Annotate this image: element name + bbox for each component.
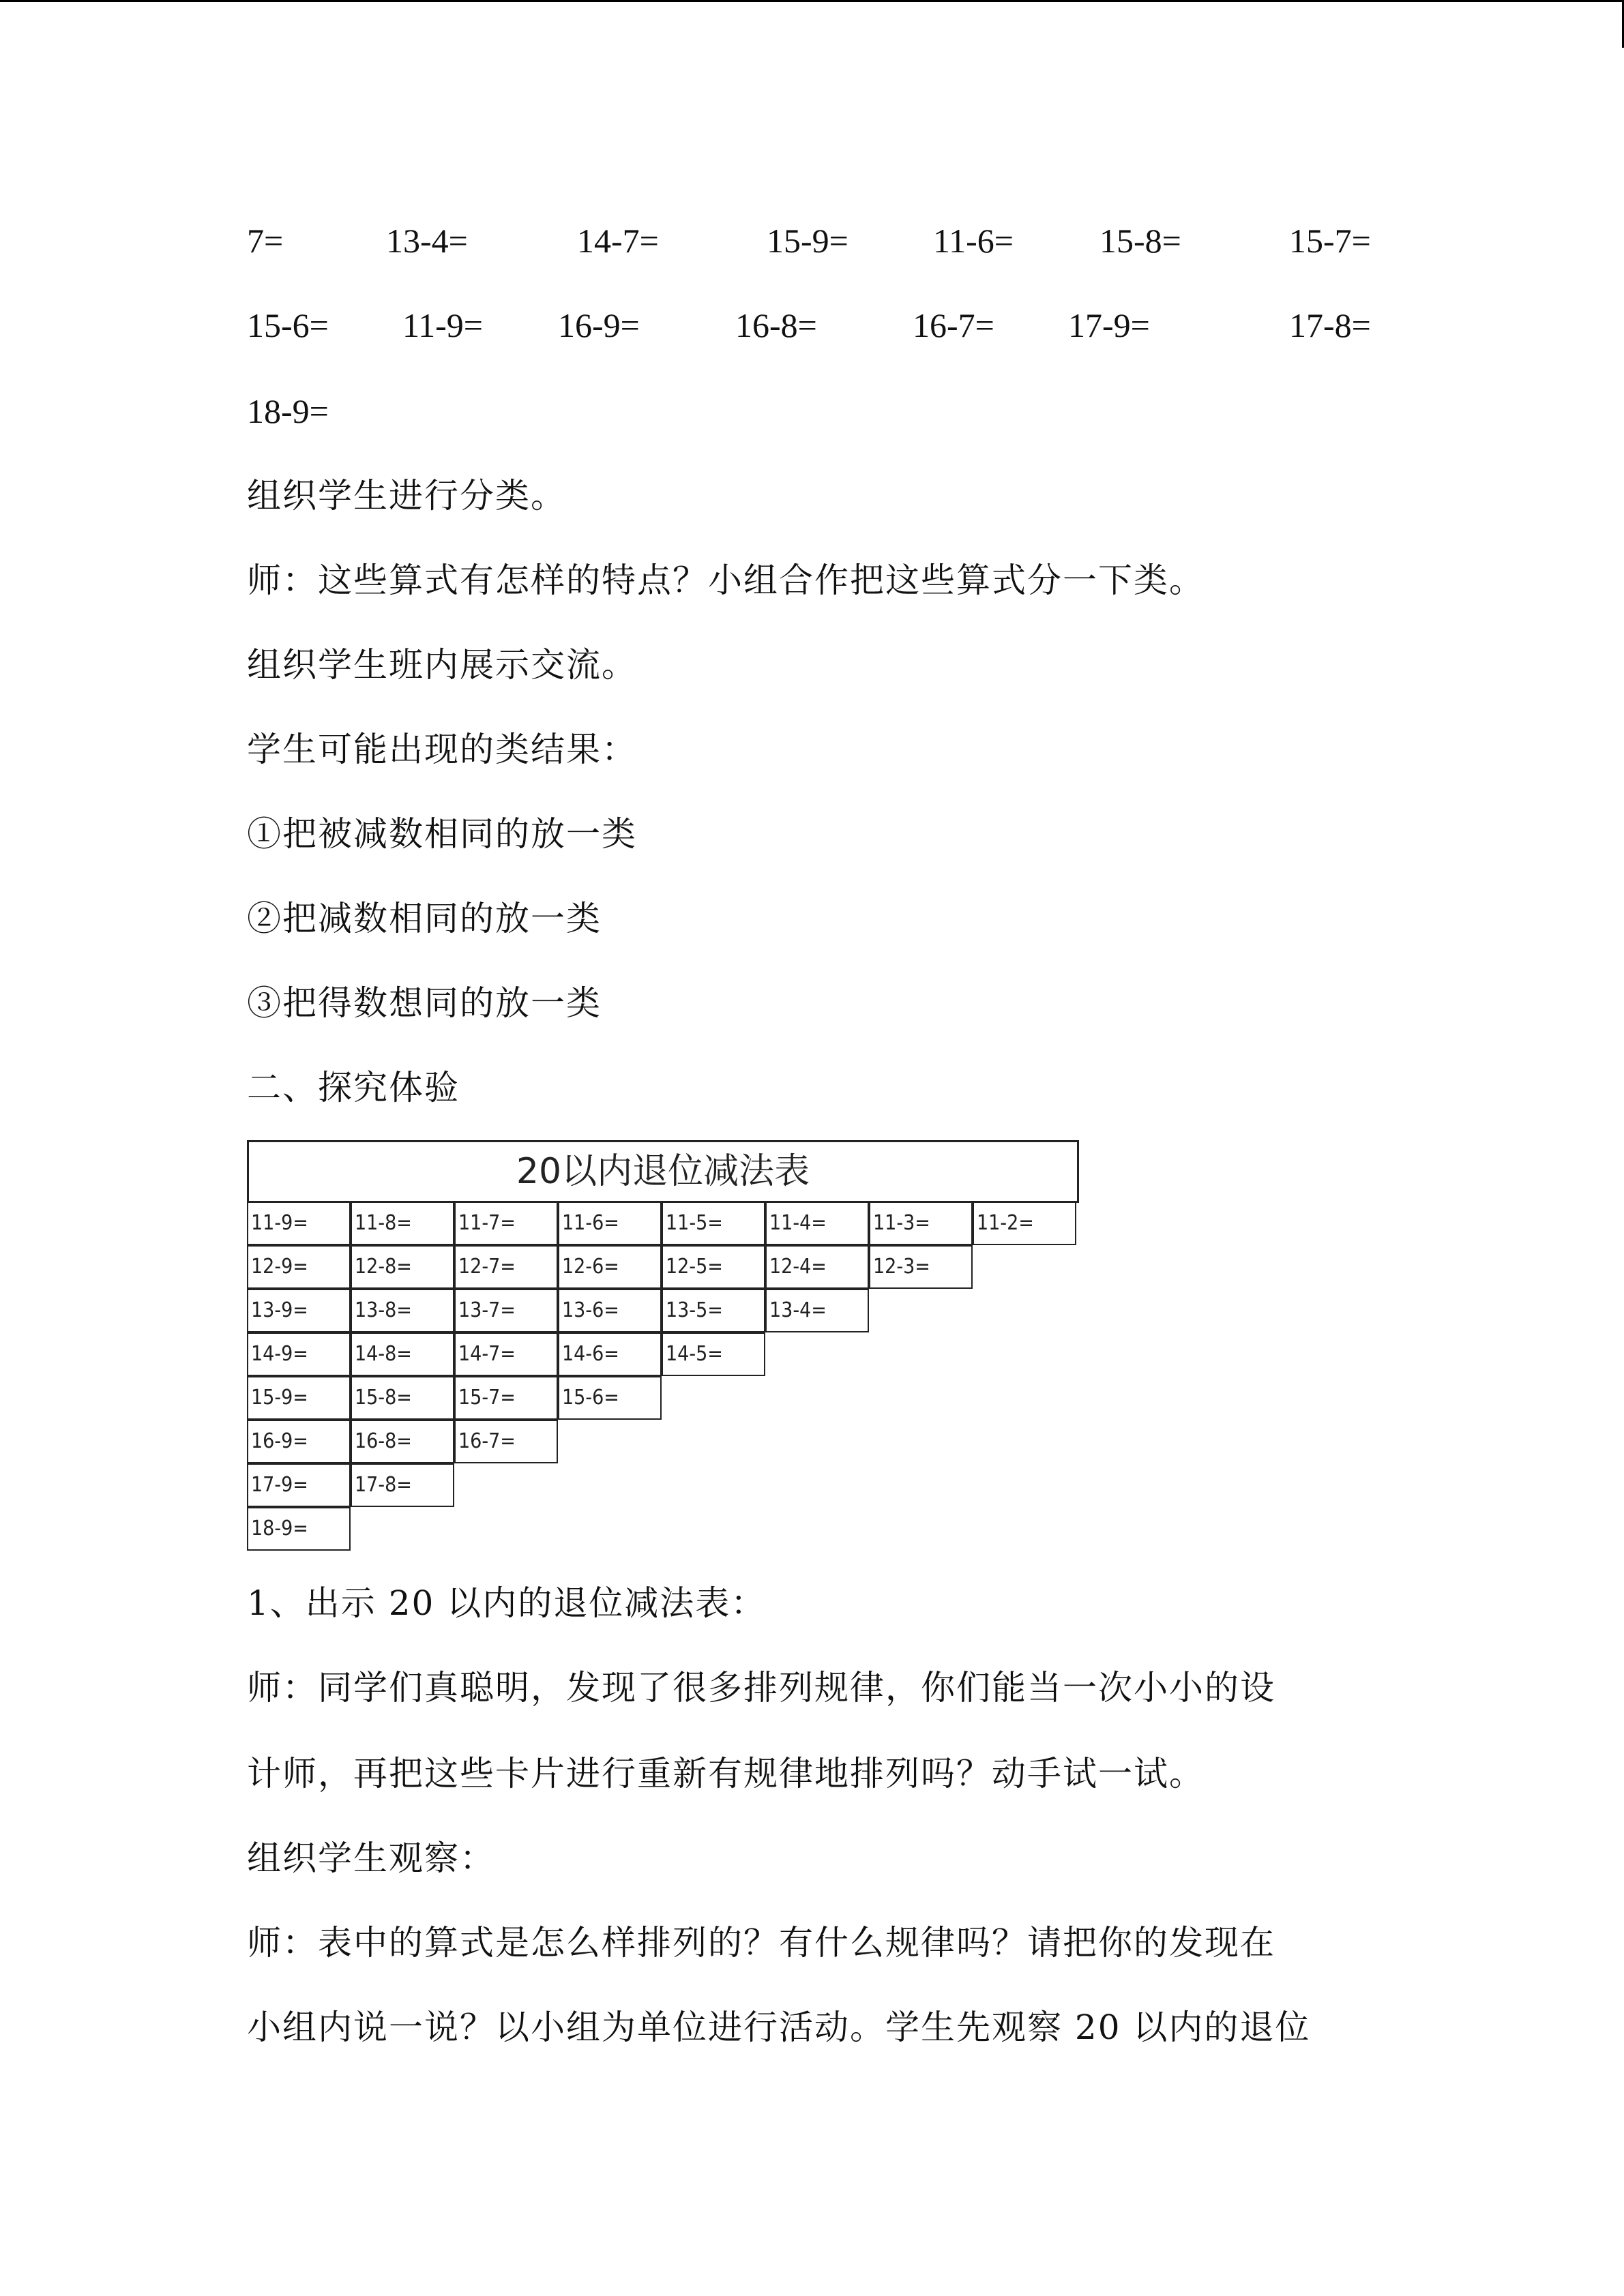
equation: 16-7= <box>913 306 994 344</box>
table-cell: 11-5= <box>662 1202 765 1245</box>
paragraph: 学生可能出现的类结果： <box>247 730 637 769</box>
table-cell: 12-6= <box>558 1245 662 1289</box>
equation: 11-9= <box>402 306 483 344</box>
table-cell: 13-5= <box>662 1289 765 1332</box>
table-cell: 16-9= <box>247 1420 351 1463</box>
list-item: ③把得数想同的放一类 <box>247 983 602 1023</box>
table-cell: 11-7= <box>454 1202 558 1245</box>
equation: 11-6= <box>933 222 1014 260</box>
equation: 15-6= <box>247 306 329 344</box>
list-item: ②把减数相同的放一类 <box>247 899 602 938</box>
equation: 17-9= <box>1068 306 1150 344</box>
table-cell: 13-7= <box>454 1289 558 1332</box>
table-cell: 12-9= <box>247 1245 351 1289</box>
paragraph: 师：这些算式有怎样的特点？小组合作把这些算式分一下类。 <box>247 561 1205 600</box>
table-cell: 11-8= <box>351 1202 454 1245</box>
equation-row-3 <box>0 387 1624 435</box>
equation-row-2 <box>0 301 1624 349</box>
table-cell: 16-8= <box>351 1420 454 1463</box>
table-cell: 13-4= <box>765 1289 869 1332</box>
table-cell: 17-9= <box>247 1463 351 1507</box>
table-cell: 11-2= <box>973 1202 1076 1245</box>
table-cell: 15-7= <box>454 1376 558 1420</box>
equation: 15-7= <box>1289 222 1371 260</box>
equation: 7= <box>247 222 284 260</box>
paragraph: 组织学生班内展示交流。 <box>247 645 637 685</box>
table-cell: 12-8= <box>351 1245 454 1289</box>
equation: 14-7= <box>577 222 659 260</box>
table-cell: 13-6= <box>558 1289 662 1332</box>
paragraph: 计师，再把这些卡片进行重新有规律地排列吗？动手试一试。 <box>247 1754 1205 1793</box>
table-cell: 12-3= <box>869 1245 973 1289</box>
equation: 17-8= <box>1289 306 1371 344</box>
table-cell: 18-9= <box>247 1507 351 1551</box>
table-cell: 11-6= <box>558 1202 662 1245</box>
section-heading: 二、探究体验 <box>247 1068 460 1107</box>
equation: 13-4= <box>386 222 468 260</box>
table-cell: 12-4= <box>765 1245 869 1289</box>
table-cell: 15-9= <box>247 1376 351 1420</box>
table-cell: 16-7= <box>454 1420 558 1463</box>
page-top-border <box>0 0 1624 2</box>
table-cell: 14-7= <box>454 1332 558 1376</box>
table-cell: 14-8= <box>351 1332 454 1376</box>
equation: 15-8= <box>1099 222 1181 260</box>
paragraph: 1、出示 20 以内的退位减法表： <box>247 1583 767 1623</box>
table-cell: 13-8= <box>351 1289 454 1332</box>
table-cell: 11-4= <box>765 1202 869 1245</box>
table-cell: 14-6= <box>558 1332 662 1376</box>
paragraph: 师：表中的算式是怎么样排列的？有什么规律吗？请把你的发现在 <box>247 1923 1275 1963</box>
table-cell: 13-9= <box>247 1289 351 1332</box>
table-cell: 14-9= <box>247 1332 351 1376</box>
equation: 16-8= <box>735 306 817 344</box>
table-cell: 11-3= <box>869 1202 973 1245</box>
table-title: 20以内退位减法表 <box>247 1140 1079 1203</box>
list-item: ①把被减数相同的放一类 <box>247 814 637 854</box>
paragraph: 师：同学们真聪明，发现了很多排列规律，你们能当一次小小的设 <box>247 1668 1275 1708</box>
paragraph: 小组内说一说？以小组为单位进行活动。学生先观察 20 以内的退位 <box>247 2008 1311 2047</box>
table-cell: 12-5= <box>662 1245 765 1289</box>
paragraph: 组织学生观察： <box>247 1838 495 1878</box>
table-cell: 15-6= <box>558 1376 662 1420</box>
equation: 15-9= <box>767 222 848 260</box>
equation: 18-9= <box>247 392 329 430</box>
equation: 16-9= <box>558 306 640 344</box>
table-cell: 12-7= <box>454 1245 558 1289</box>
paragraph: 组织学生进行分类。 <box>247 476 566 516</box>
table-cell: 11-9= <box>247 1202 351 1245</box>
table-cell: 17-8= <box>351 1463 454 1507</box>
equation-row-1 <box>0 217 1624 265</box>
table-cell: 15-8= <box>351 1376 454 1420</box>
subtraction-table <box>247 1140 1080 1549</box>
table-cell: 14-5= <box>662 1332 765 1376</box>
